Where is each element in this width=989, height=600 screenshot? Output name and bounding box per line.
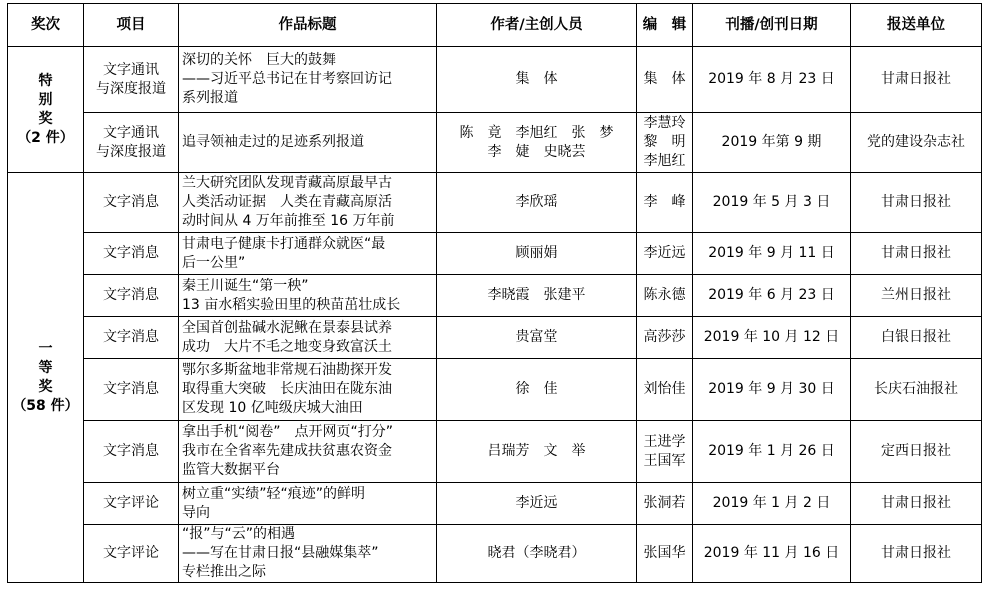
title-line: 人类活动证据 人类在青藏高原活: [182, 194, 392, 210]
table-row: [8, 275, 982, 317]
unit-cell: 定西日报社: [851, 421, 982, 483]
category-line: 文字评论: [103, 495, 159, 511]
award-level-char: 一: [38, 340, 53, 357]
editors-cell: [637, 47, 693, 113]
header-date: 刊播/创刊日期: [693, 4, 851, 47]
title-line: 后一公里”: [182, 254, 246, 271]
unit-cell: 甘肃日报社: [851, 233, 982, 275]
title-cell: [179, 421, 437, 483]
authors-line: 晓君（李晓君）: [487, 545, 586, 561]
title-line: 秦王川诞生“第一秧”: [182, 277, 309, 294]
title-cell: [179, 359, 437, 421]
category-line: 文字消息: [103, 381, 159, 397]
category-cell: [84, 173, 179, 233]
header-unit: 报送单位: [851, 4, 982, 47]
date-cell: 2019 年 9 月 30 日: [693, 359, 851, 421]
authors-line: 李近远: [515, 495, 558, 511]
table-row: [8, 359, 982, 421]
title-cell: [179, 483, 437, 525]
category-cell: [84, 47, 179, 113]
table-row: [8, 173, 982, 233]
category-line: 文字通讯: [103, 124, 159, 141]
title-cell: [179, 525, 437, 583]
award-level-char: 别: [38, 91, 53, 108]
category-line: 文字消息: [103, 329, 159, 345]
date-cell: 2019 年 1 月 2 日: [693, 483, 851, 525]
title-line: 追寻领袖走过的足迹系列报道: [182, 134, 364, 150]
award-level-char: 等: [38, 359, 53, 376]
authors-cell: [437, 359, 637, 421]
editors-cell: [637, 275, 693, 317]
award-level-char: 奖: [38, 378, 53, 395]
authors-cell: [437, 47, 637, 113]
title-line: 区发现 10 亿吨级庆城大油田: [182, 400, 363, 416]
editors-line: 刘怡佳: [643, 381, 686, 397]
editors-line: 集 体: [643, 71, 686, 87]
authors-line: 李 婕 史晓芸: [487, 143, 586, 160]
table-row: [8, 317, 982, 359]
category-cell: [84, 113, 179, 173]
editors-line: 陈永德: [643, 287, 686, 303]
title-line: 深切的关怀 巨大的鼓舞: [182, 52, 336, 68]
authors-line: 顾丽娟: [515, 245, 558, 261]
award-level-char: 奖: [38, 110, 53, 127]
unit-cell: 兰州日报社: [851, 275, 982, 317]
title-line: 导向: [182, 504, 210, 521]
unit-cell: 甘肃日报社: [851, 173, 982, 233]
title-cell: [179, 317, 437, 359]
authors-line: 李欣瑶: [515, 194, 558, 210]
title-line: 监管大数据平台: [182, 462, 280, 478]
category-cell: [84, 421, 179, 483]
editors-line: 李旭红: [643, 153, 686, 169]
date-cell: 2019 年 9 月 11 日: [693, 233, 851, 275]
table-row: [8, 421, 982, 483]
title-line: “报”与“云”的相遇: [182, 526, 296, 542]
category-line: 文字通讯: [103, 61, 159, 78]
table-row: [8, 525, 982, 583]
category-cell: [84, 525, 179, 583]
date-cell: 2019 年 6 月 23 日: [693, 275, 851, 317]
authors-cell: [437, 421, 637, 483]
editors-line: 李慧玲: [643, 115, 686, 131]
date-cell: 2019 年 1 月 26 日: [693, 421, 851, 483]
category-line: 文字消息: [103, 287, 159, 303]
unit-cell: 白银日报社: [851, 317, 982, 359]
editors-cell: [637, 483, 693, 525]
table-row: [8, 113, 982, 173]
authors-cell: [437, 113, 637, 173]
editors-line: 高莎莎: [643, 329, 686, 345]
award-count: （58 件）: [12, 397, 79, 414]
date-cell: 2019 年 11 月 16 日: [693, 525, 851, 583]
title-line: 系列报道: [182, 90, 238, 106]
editors-cell: [637, 173, 693, 233]
title-line: ——写在甘肃日报“县融媒集萃”: [182, 545, 379, 561]
authors-cell: [437, 525, 637, 583]
title-line: 树立重“实绩”轻“痕迹”的鲜明: [182, 485, 366, 502]
editors-cell: [637, 525, 693, 583]
award-count: （2 件）: [17, 129, 74, 146]
editors-line: 黎 明: [643, 134, 686, 150]
date-cell: 2019 年 5 月 3 日: [693, 173, 851, 233]
date-cell: 2019 年 10 月 12 日: [693, 317, 851, 359]
unit-cell: 甘肃日报社: [851, 483, 982, 525]
unit-cell: 甘肃日报社: [851, 47, 982, 113]
title-cell: [179, 113, 437, 173]
category-cell: [84, 233, 179, 275]
category-cell: [84, 275, 179, 317]
editors-cell: [637, 317, 693, 359]
editors-line: 张国华: [643, 545, 686, 561]
authors-line: 李晓霞 张建平: [487, 287, 586, 303]
header-title: 作品标题: [179, 4, 437, 47]
category-cell: [84, 359, 179, 421]
title-line: 兰大研究团队发现青藏高原最早古: [182, 175, 392, 191]
title-line: 动时间从 4 万年前推至 16 万年前: [182, 213, 395, 229]
table-row: [8, 47, 982, 113]
authors-line: 陈 竟 李旭红 张 梦: [459, 124, 614, 141]
award-level-cell: [8, 47, 84, 173]
authors-cell: [437, 275, 637, 317]
header-category: 项目: [84, 4, 179, 47]
authors-cell: [437, 483, 637, 525]
award-level-cell: [8, 173, 84, 583]
authors-line: 贵富堂: [515, 329, 558, 345]
unit-cell: 党的建设杂志社: [851, 113, 982, 173]
unit-cell: 长庆石油报社: [851, 359, 982, 421]
title-cell: [179, 173, 437, 233]
table-header: [8, 4, 982, 47]
category-line: 与深度报道: [96, 143, 166, 160]
authors-line: 吕瑞芳 文 举: [487, 443, 586, 459]
date-cell: 2019 年第 9 期: [693, 113, 851, 173]
category-line: 与深度报道: [96, 80, 166, 97]
date-cell: 2019 年 8 月 23 日: [693, 47, 851, 113]
title-line: 取得重大突破 长庆油田在陇东油: [182, 381, 392, 397]
category-line: 文字评论: [103, 545, 159, 561]
editors-line: 王进学: [643, 433, 686, 450]
title-line: 专栏推出之际: [182, 564, 266, 580]
editors-line: 王国军: [643, 452, 686, 469]
editors-cell: [637, 359, 693, 421]
title-cell: [179, 275, 437, 317]
editors-cell: [637, 113, 693, 173]
category-line: 文字消息: [103, 245, 159, 261]
title-line: 13 亩水稻实验田里的秧苗茁壮成长: [182, 296, 401, 313]
title-cell: [179, 47, 437, 113]
title-line: 甘肃电子健康卡打通群众就医“最: [182, 235, 386, 252]
authors-cell: [437, 233, 637, 275]
header-editors: 编 辑: [637, 4, 693, 47]
category-line: 文字消息: [103, 443, 159, 459]
category-cell: [84, 483, 179, 525]
editors-line: 李 峰: [643, 194, 686, 210]
category-line: 文字消息: [103, 194, 159, 210]
editors-line: 李近远: [643, 245, 686, 261]
title-line: 拿出手机“阅卷” 点开网页“打分”: [182, 424, 394, 440]
table-body: [8, 47, 982, 583]
authors-line: 徐 佳: [515, 381, 558, 397]
title-line: 我市在全省率先建成扶贫惠农资金: [182, 443, 392, 459]
category-cell: [84, 317, 179, 359]
header-row: [8, 4, 982, 47]
awards-table: [7, 3, 982, 583]
header-authors: 作者/主创人员: [437, 4, 637, 47]
table-row: [8, 233, 982, 275]
unit-cell: 甘肃日报社: [851, 525, 982, 583]
title-line: 成功 大片不毛之地变身致富沃土: [182, 338, 392, 355]
title-line: 鄂尔多斯盆地非常规石油勘探开发: [182, 362, 392, 378]
title-line: 全国首创盐碱水泥鳅在景泰县试养: [182, 319, 392, 336]
authors-line: 集 体: [515, 71, 558, 87]
editors-cell: [637, 421, 693, 483]
award-level-char: 特: [38, 72, 53, 89]
header-award: 奖次: [8, 4, 84, 47]
editors-cell: [637, 233, 693, 275]
editors-line: 张洞若: [643, 495, 686, 511]
title-cell: [179, 233, 437, 275]
title-line: ——习近平总书记在甘考察回访记: [182, 71, 392, 87]
table-row: [8, 483, 982, 525]
authors-cell: [437, 173, 637, 233]
authors-cell: [437, 317, 637, 359]
